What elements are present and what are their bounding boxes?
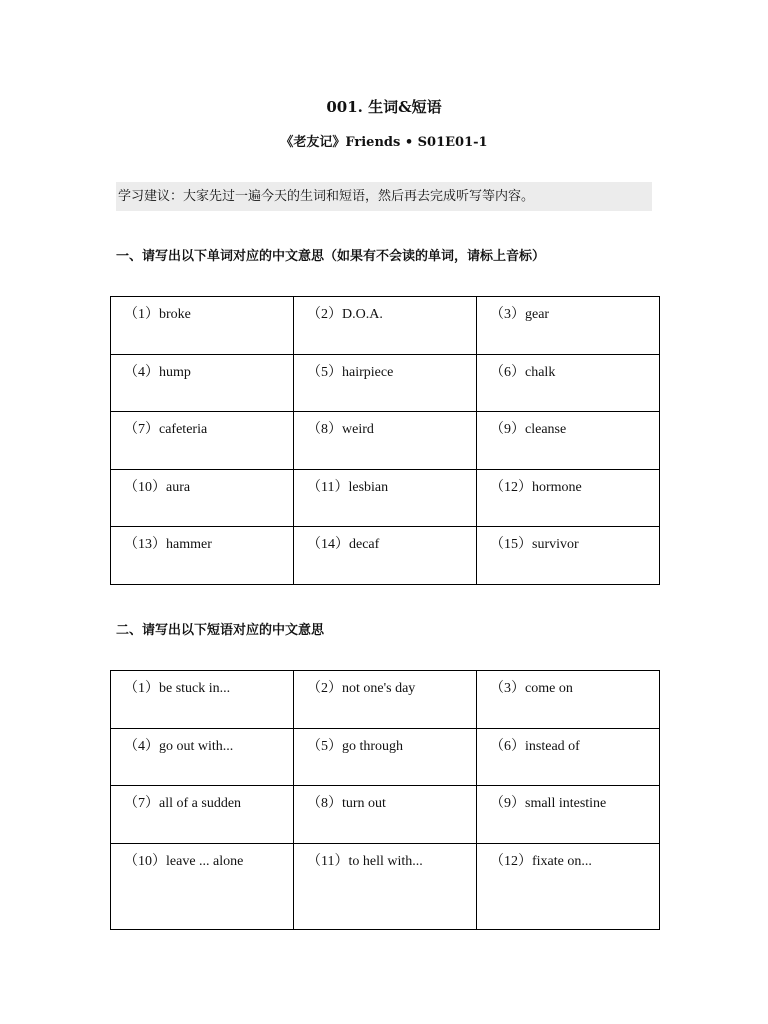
vocab-cell[interactable]: （4）hump <box>111 354 294 412</box>
vocab-cell[interactable]: （1）broke <box>111 297 294 355</box>
vocab-cell[interactable]: （11）lesbian <box>294 469 477 527</box>
phrase-cell[interactable]: （10）leave ... alone <box>111 843 294 929</box>
phrase-cell[interactable]: （12）fixate on... <box>477 843 660 929</box>
phrase-cell[interactable]: （9）small intestine <box>477 786 660 844</box>
table-row <box>111 469 660 527</box>
phrase-cell[interactable]: （6）instead of <box>477 728 660 786</box>
phrase-cell[interactable]: （3）come on <box>477 671 660 729</box>
vocabulary-table <box>110 296 660 585</box>
study-advice-box: 学习建议：大家先过一遍今天的生词和短语，然后再去完成听写等内容。 <box>116 182 652 211</box>
phrase-cell[interactable]: （4）go out with... <box>111 728 294 786</box>
vocab-cell[interactable]: （3）gear <box>477 297 660 355</box>
phrase-cell[interactable]: （2）not one's day <box>294 671 477 729</box>
phrase-cell[interactable]: （1）be stuck in... <box>111 671 294 729</box>
vocab-cell[interactable]: （12）hormone <box>477 469 660 527</box>
table-row <box>111 786 660 844</box>
phrase-section-heading: 二、请写出以下短语对应的中文意思 <box>116 623 325 638</box>
document-subtitle: 《老友记》Friends • S01E01-1 <box>280 135 488 150</box>
table-row <box>111 843 660 929</box>
vocab-cell[interactable]: （9）cleanse <box>477 412 660 470</box>
table-row <box>111 412 660 470</box>
vocab-cell[interactable]: （10）aura <box>111 469 294 527</box>
vocab-cell[interactable]: （7）cafeteria <box>111 412 294 470</box>
table-row <box>111 354 660 412</box>
table-row <box>111 671 660 729</box>
table-row <box>111 728 660 786</box>
phrase-table <box>110 670 660 930</box>
document-title: 001. 生词&短语 <box>326 98 442 116</box>
phrase-cell[interactable]: （5）go through <box>294 728 477 786</box>
phrase-cell[interactable]: （7）all of a sudden <box>111 786 294 844</box>
vocab-cell[interactable]: （6）chalk <box>477 354 660 412</box>
vocab-cell[interactable]: （2）D.O.A. <box>294 297 477 355</box>
vocab-cell[interactable]: （5）hairpiece <box>294 354 477 412</box>
table-row <box>111 527 660 585</box>
vocab-cell[interactable]: （15）survivor <box>477 527 660 585</box>
phrase-cell[interactable]: （8）turn out <box>294 786 477 844</box>
vocab-cell[interactable]: （8）weird <box>294 412 477 470</box>
vocab-cell[interactable]: （14）decaf <box>294 527 477 585</box>
vocabulary-section-heading: 一、请写出以下单词对应的中文意思（如果有不会读的单词，请标上音标） <box>116 249 546 264</box>
table-row <box>111 297 660 355</box>
phrase-cell[interactable]: （11）to hell with... <box>294 843 477 929</box>
vocab-cell[interactable]: （13）hammer <box>111 527 294 585</box>
